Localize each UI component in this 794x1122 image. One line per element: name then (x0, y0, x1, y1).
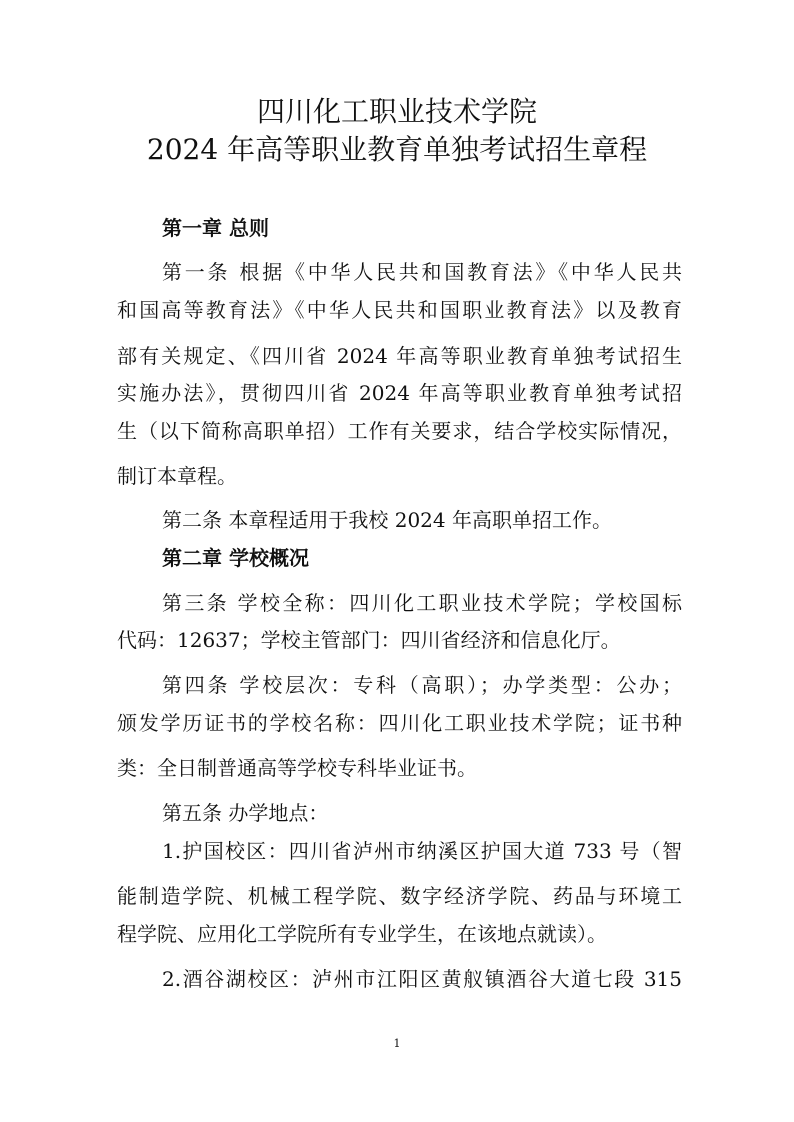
page-number: 1 (393, 1037, 401, 1050)
document-title-line-1: 四川化工职业技术学院 (256, 95, 537, 128)
paragraph-line: 第四条 学校层次：专科（高职）；办学类型：公办； (162, 673, 682, 697)
chapter-heading: 第一章 总则 (162, 216, 269, 240)
paragraph-line: 颁发学历证书的学校名称：四川化工职业技术学院；证书种 (117, 711, 682, 735)
paragraph-line: 能制造学院、机械工程学院、数字经济学院、药品与环境工 (117, 884, 682, 908)
paragraph-line: 部有关规定、《四川省 2024 年高等职业教育单独考试招生 (117, 344, 682, 368)
paragraph-line: 第二条 本章程适用于我校 2024 年高职单招工作。 (162, 508, 612, 532)
paragraph-line: 类：全日制普通高等学校专科毕业证书。 (117, 756, 477, 780)
paragraph-line: 第三条 学校全称：四川化工职业技术学院；学校国标 (162, 591, 682, 615)
paragraph-line: 生（以下简称高职单招）工作有关要求，结合学校实际情况， (117, 419, 682, 443)
paragraph-line: 程学院、应用化工学院所有专业学生，在该地点就读）。 (117, 922, 607, 946)
paragraph-line: 第五条 办学地点： (162, 801, 329, 825)
document-title-line-2: 2024 年高等职业教育单独考试招生章程 (146, 133, 648, 166)
chapter-heading: 第二章 学校概况 (162, 546, 309, 570)
paragraph-line: 代码：12637；学校主管部门：四川省经济和信息化厅。 (117, 628, 621, 652)
paragraph-line: 和国高等教育法》《中华人民共和国职业教育法》以及教育 (117, 298, 682, 322)
paragraph-line: 制订本章程。 (117, 464, 237, 488)
paragraph-line: 1.护国校区：四川省泸州市纳溪区护国大道 733 号（智 (162, 839, 682, 863)
paragraph-line: 第一条 根据《中华人民共和国教育法》《中华人民共 (162, 260, 682, 284)
paragraph-line: 2.酒谷湖校区：泸州市江阳区黄舣镇酒谷大道七段 315 (162, 967, 682, 991)
paragraph-line: 实施办法》，贯彻四川省 2024 年高等职业教育单独考试招 (117, 381, 682, 405)
